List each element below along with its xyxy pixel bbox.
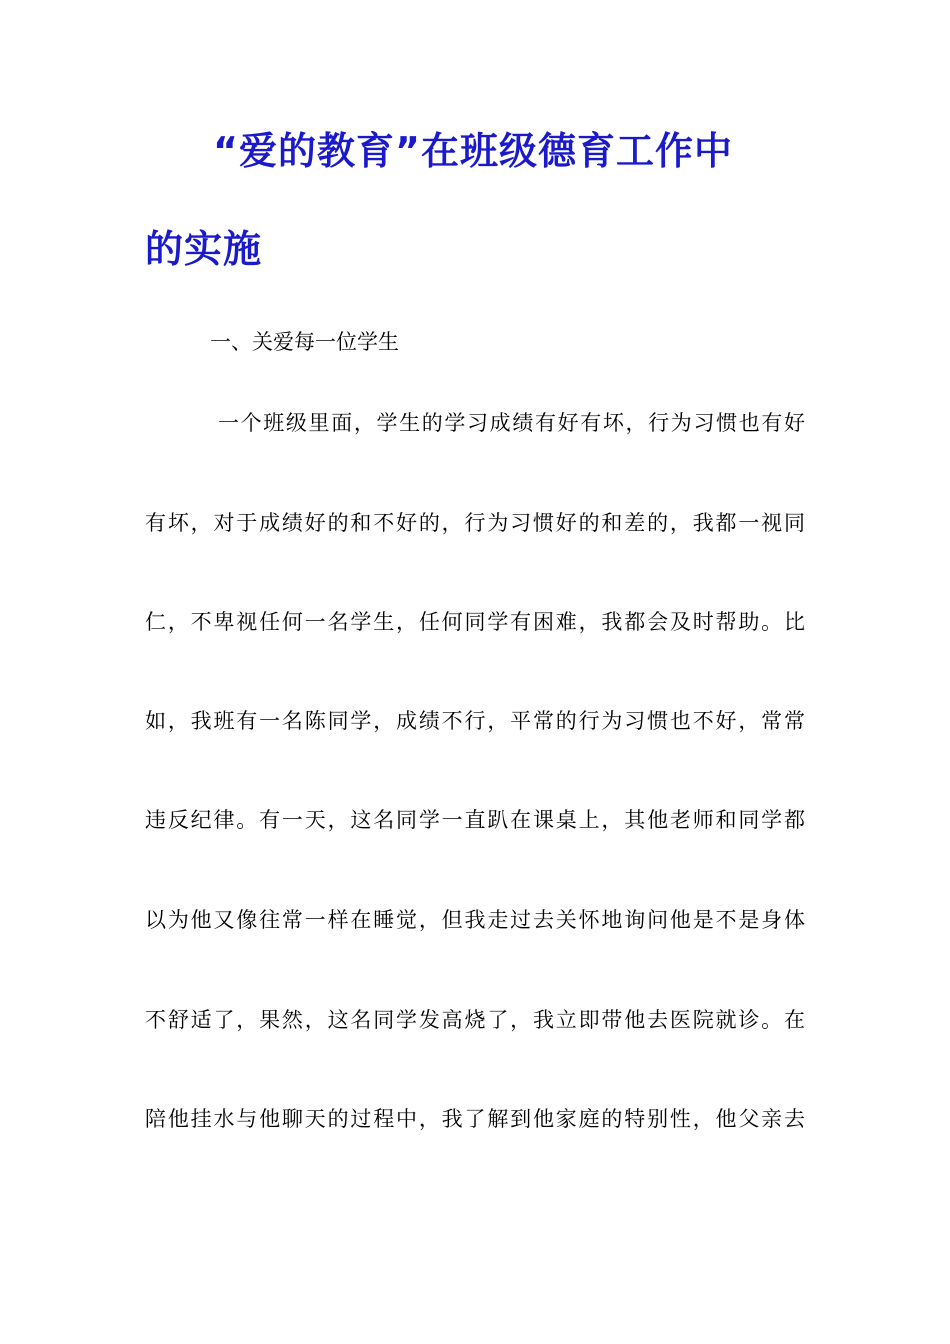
paragraph-line: 一个班级里面，学生的学习成绩有好有坏，行为习惯也有好 bbox=[218, 411, 805, 435]
paragraph-line: 仁，不卑视任何一名学生，任何同学有困难，我都会及时帮助。比 bbox=[145, 610, 805, 634]
paragraph-line: 以为他又像往常一样在睡觉，但我走过去关怀地询问他是不是身体 bbox=[145, 908, 805, 932]
paragraph-line: 违反纪律。有一天，这名同学一直趴在课桌上，其他老师和同学都 bbox=[145, 808, 805, 832]
section-heading: 一、关爱每一位学生 bbox=[210, 330, 399, 354]
paragraph-line: 如，我班有一名陈同学，成绩不行，平常的行为习惯也不好，常常 bbox=[145, 709, 805, 733]
paragraph-line: 不舒适了，果然，这名同学发高烧了，我立即带他去医院就诊。在 bbox=[145, 1008, 805, 1032]
paragraph-line: 有坏，对于成绩好的和不好的，行为习惯好的和差的，我都一视同 bbox=[145, 511, 805, 535]
paragraph-line: 陪他挂水与他聊天的过程中，我了解到他家庭的特别性，他父亲去 bbox=[145, 1107, 805, 1131]
document-title-line-2: 的实施 bbox=[145, 227, 263, 271]
document-title-line-1: “爱的教育”在班级德育工作中 bbox=[213, 129, 733, 173]
